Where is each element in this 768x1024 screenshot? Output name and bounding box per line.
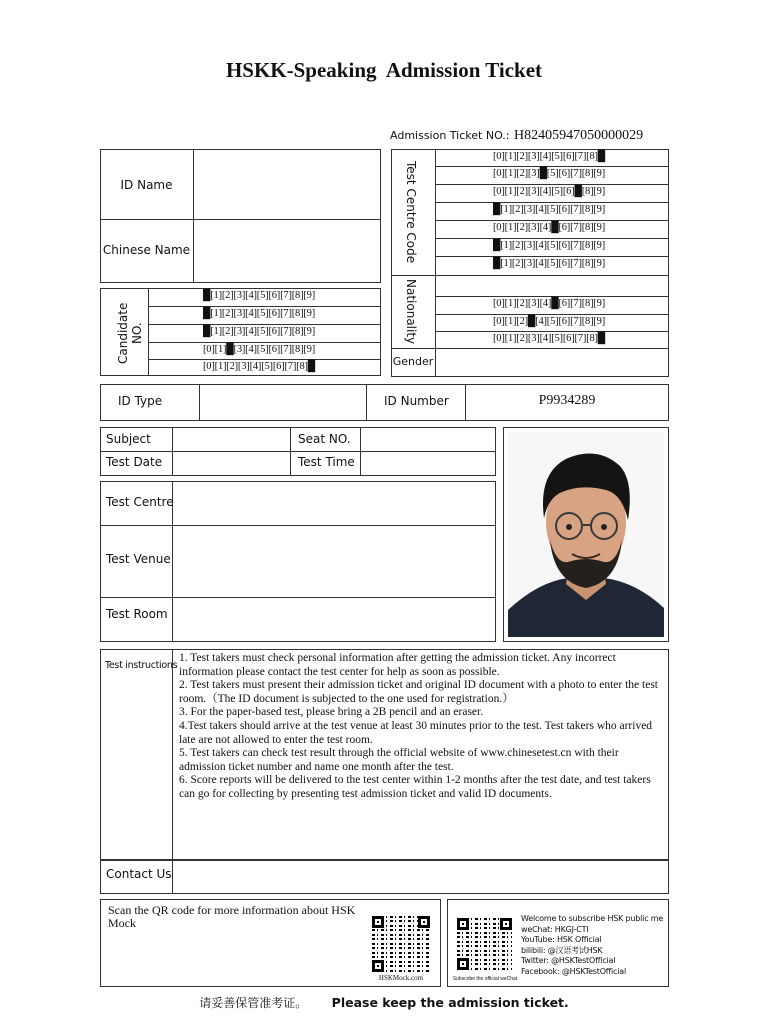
footer-note xyxy=(0,994,768,1012)
seat-no-label: Seat NO. xyxy=(298,432,351,446)
ticket-no-label: Admission Ticket NO.: xyxy=(390,129,510,142)
candidate-no-label: Candidate NO. xyxy=(116,302,144,364)
footer-en: Please keep the admission ticket. xyxy=(331,995,569,1010)
wechat-qr-code xyxy=(457,918,512,970)
test-room-label: Test Room xyxy=(106,607,168,621)
instruction-item-2: 2. Test takers must present their admission ticket and original ID document with a photo to enter the test room.（The ID document is subjected to the one used for registration.） xyxy=(179,679,659,705)
id-number-value: P9934289 xyxy=(538,393,596,408)
page-title: HSKK-Speaking Admission Ticket xyxy=(225,58,543,82)
admission-ticket-no xyxy=(390,126,643,144)
social-line-1: Welcome to subscribe HSK public me xyxy=(521,914,664,923)
centre-digit-row-4: █[1][2][3][4][5][6][7][8][9] xyxy=(493,204,606,215)
chinese-name-label: Chinese Name xyxy=(102,243,191,257)
candidate-digit-row-5: [0][1][2][3][4][5][6][7][8]█ xyxy=(203,361,316,372)
subject-label: Subject xyxy=(106,432,151,446)
instruction-item-3: 3. For the paper-based test, please bring a 2B pencil and an eraser. xyxy=(179,706,484,719)
social-line-6: Facebook: @HSKTestOfficial xyxy=(521,966,626,976)
qr1-caption: HSKMock.com xyxy=(378,974,424,982)
instruction-item-6: 6. Score reports will be delivered to the test center within 1-2 months after the test date, and test takers can go for collecting by presenting test admission ticket and valid ID documents. xyxy=(179,774,651,800)
qr2-caption: Subscribe the official weChat xyxy=(452,976,518,982)
candidate-digit-row-4: [0][1]█[3][4][5][6][7][8][9] xyxy=(203,344,316,355)
instruction-item-4: 4.Test takers should arrive at the test venue at least 30 minutes prior to the test. Test takers who arrived late are not allowed to enter the test room. xyxy=(179,719,653,746)
test-venue-label: Test Venue xyxy=(106,552,171,566)
footer-cn: 请妥善保管准考证。 xyxy=(199,996,308,1010)
social-line-4: bilibili: @汉语考试HSK xyxy=(521,945,603,955)
social-line-5: Twitter: @HSKTestOfficial xyxy=(521,956,616,965)
test-centre-code-label: Test Centre Code xyxy=(404,160,418,264)
test-date-label: Test Date xyxy=(106,455,163,469)
instructions-list xyxy=(179,652,663,802)
centre-digit-row-6: █[1][2][3][4][5][6][7][8][9] xyxy=(493,240,606,251)
name-box xyxy=(100,149,381,283)
instruction-item-5: 5. Test takers can check test result through the official website of www.chinesetest.cn with their admission ticket number and name one month after the test. xyxy=(179,747,619,773)
nationality-digit-row-3: [0][1][2][3][4][5][6][7][8]█ xyxy=(493,333,606,344)
social-line-3: YouTube: HSK Official xyxy=(521,935,602,944)
id-name-label: ID Name xyxy=(120,178,173,192)
gender-label: Gender xyxy=(392,355,434,368)
test-centre-label: Test Centre xyxy=(106,495,174,509)
candidate-digit-row-2: █[1][2][3][4][5][6][7][8][9] xyxy=(203,308,316,319)
centre-digit-row-5: [0][1][2][3][4]█[6][7][8][9] xyxy=(493,222,606,233)
hskmock-qr-code xyxy=(372,916,430,972)
social-line-2: weChat: HKGJ-CTI xyxy=(521,924,589,934)
contact-box xyxy=(100,860,669,894)
social-list xyxy=(521,914,667,977)
nationality-digit-row-2: [0][1][2]█[4][5][6][7][8][9] xyxy=(493,316,606,327)
centre-digit-row-3: [0][1][2][3][4][5][6]█[8][9] xyxy=(493,186,606,197)
centre-digit-row-1: [0][1][2][3][4][5][6][7][8]█ xyxy=(493,151,606,162)
candidate-digit-row-3: █[1][2][3][4][5][6][7][8][9] xyxy=(203,326,316,337)
qr-section-text: Scan the QR code for more information about HSK Mock xyxy=(108,903,356,930)
centre-digit-row-2: [0][1][2][3]█[5][6][7][8][9] xyxy=(493,168,606,179)
centre-digit-row-7: █[1][2][3][4][5][6][7][8][9] xyxy=(493,258,606,269)
instruction-item-1: 1. Test takers must check personal information after getting the admission ticket. Any incorrect information please contact the test center for help as soon as possible. xyxy=(179,652,616,678)
candidate-digit-row-1: █[1][2][3][4][5][6][7][8][9] xyxy=(203,290,316,301)
id-type-label: ID Type xyxy=(118,394,163,408)
ticket-no-value: H82405947050000029 xyxy=(513,128,644,143)
contact-us-label: Contact Us xyxy=(106,867,172,881)
test-time-label: Test Time xyxy=(298,455,355,469)
id-number-label: ID Number xyxy=(384,394,449,408)
candidate-photo xyxy=(508,432,664,637)
nationality-digit-row-1: [0][1][2][3][4]█[6][7][8][9] xyxy=(493,298,606,309)
nationality-label: Nationality xyxy=(404,279,418,345)
test-instructions-label: Test instructions xyxy=(105,660,178,671)
